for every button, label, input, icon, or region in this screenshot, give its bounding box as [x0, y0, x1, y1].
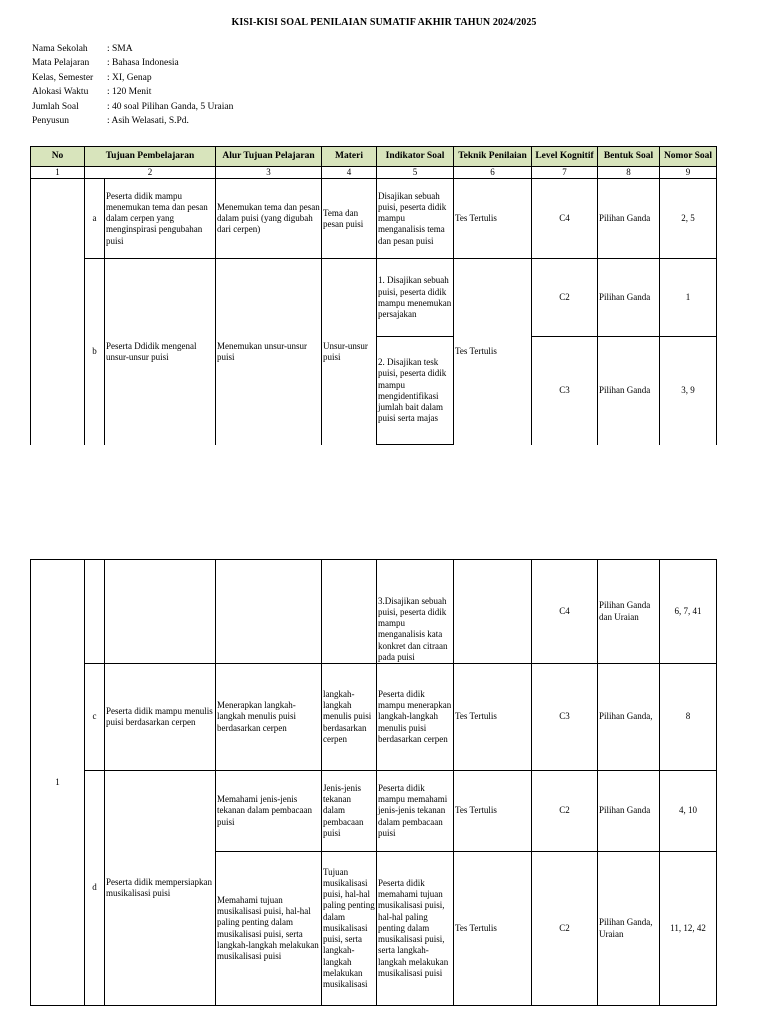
header-bentuk: Bentuk Soal [598, 147, 660, 167]
alur-cell: Memahami tujuan musikalisasi puisi, hal-hal paling penting dalam musikalisasi puisi, serta langkah-langkah melakukan musikalisasi puisi [216, 852, 322, 1006]
bentuk-cell: Pilihan Ganda [598, 337, 660, 445]
materi-cell: Tema dan pesan puisi [322, 179, 377, 259]
meta-row-count: Jumlah Soal : 40 soal Pilihan Ganda, 5 Uraian [32, 101, 234, 112]
header-teknik: Teknik Penilaian [454, 147, 532, 167]
teknik-cell: Tes Tertulis [454, 259, 532, 445]
indikator-cell: Peserta didik memahami tujuan musikalisasi puisi, hal-hal paling penting dalam musikalisasi puisi, serta langkah-langkah melakukan musikalisasi puisi [377, 852, 454, 1006]
row-letter: c [85, 664, 105, 771]
level-cell: C2 [532, 771, 598, 852]
alur-cell: Menemukan tema dan pesan dalam puisi (yang digubah dari cerpen) [216, 179, 322, 259]
level-cell: C4 [532, 179, 598, 259]
nomor-cell: 3, 9 [660, 337, 717, 445]
bentuk-cell: Pilihan Ganda [598, 771, 660, 852]
indikator-cell: Peserta didik mampu menerapkan langkah-langkah menulis puisi berdasarkan cerpen [377, 664, 454, 771]
header-nomor: Nomor Soal [660, 147, 717, 167]
materi-cell: Jenis-jenis tekanan dalam pembacaan puisi [322, 771, 377, 852]
alur-cell: Memahami jenis-jenis tekanan dalam pembacaan puisi [216, 771, 322, 852]
materi-cell: langkah-langkah menulis puisi berdasarkan cerpen [322, 664, 377, 771]
nomor-cell: 6, 7, 41 [660, 560, 717, 664]
table-row [31, 771, 717, 852]
tujuan-cell: Peserta didik mampu menulis puisi berdasarkan cerpen [105, 664, 216, 771]
col-number: 5 [377, 167, 454, 179]
bentuk-cell: Pilihan Ganda, [598, 664, 660, 771]
bentuk-cell: Pilihan Ganda, Uraian [598, 852, 660, 1006]
row-letter: b [85, 259, 105, 445]
level-cell: C3 [532, 664, 598, 771]
col-number: 7 [532, 167, 598, 179]
indikator-cell: 1. Disajikan sebuah puisi, peserta didik mampu menemukan persajakan [377, 259, 454, 337]
tujuan-cell: Peserta Ddidik mengenal unsur-unsur puisi [105, 259, 216, 445]
level-cell: C2 [532, 259, 598, 337]
col-number: 8 [598, 167, 660, 179]
col-number: 2 [85, 167, 216, 179]
document-meta [32, 42, 233, 128]
nomor-cell: 1 [660, 259, 717, 337]
header-row [31, 147, 717, 167]
tujuan-cell: Peserta didik mempersiapkan musikalisasi puisi [105, 771, 216, 1006]
indikator-cell: 2. Disajikan tesk puisi, peserta didik mampu mengidentifikasi jumlah bait dalam puisi serta majas [377, 337, 454, 445]
document-title: KISI-KISI SOAL PENILAIAN SUMATIF AKHIR TAHUN 2024/2025 [231, 17, 537, 28]
alur-cell: Menemukan unsur-unsur puisi [216, 259, 322, 445]
col-number: 6 [454, 167, 532, 179]
header-alur: Alur Tujuan Pelajaran [216, 147, 322, 167]
col-number: 9 [660, 167, 717, 179]
table-row [31, 259, 717, 337]
indikator-cell: Peserta didik mampu memahami jenis-jenis tekanan dalam pembacaan puisi [377, 771, 454, 852]
nomor-cell: 11, 12, 42 [660, 852, 717, 1006]
kisi-table-part1 [30, 146, 717, 445]
column-number-row [31, 167, 717, 179]
indikator-cell: 3.Disajikan sebuah puisi, peserta didik mampu menganalisis kata konkret dan citraan pada puisi [377, 560, 454, 664]
header-no: No [31, 147, 85, 167]
row-letter-empty [85, 560, 105, 664]
header-indikator: Indikator Soal [377, 147, 454, 167]
meta-row-author: Penyusun : Asih Welasati, S.Pd. [32, 116, 189, 127]
tujuan-cell: Peserta didik mampu menemukan tema dan pesan dalam cerpen yang menginspirasi pengubahan puisi [105, 179, 216, 259]
kisi-table-part2 [30, 559, 717, 1006]
teknik-cell-empty [454, 560, 532, 664]
meta-row-time: Alokasi Waktu : 120 Menit [32, 87, 152, 98]
meta-row-school: Nama Sekolah : SMA [32, 44, 133, 54]
bentuk-cell: Pilihan Ganda [598, 259, 660, 337]
header-level: Level Kognitif [532, 147, 598, 167]
meta-row-subject: Mata Pelajaran : Bahasa Indonesia [32, 58, 179, 69]
tujuan-cell-empty [105, 560, 216, 664]
meta-row-class: Kelas, Semester : XI, Genap [32, 72, 152, 83]
alur-cell-empty [216, 560, 322, 664]
table-row [31, 560, 717, 664]
row-letter: d [85, 771, 105, 1006]
nomor-cell: 2, 5 [660, 179, 717, 259]
level-cell: C3 [532, 337, 598, 445]
materi-cell: Unsur-unsur puisi [322, 259, 377, 445]
teknik-cell: Tes Tertulis [454, 664, 532, 771]
level-cell: C4 [532, 560, 598, 664]
alur-cell: Menerapkan langkah-langkah menulis puisi berdasarkan cerpen [216, 664, 322, 771]
bentuk-cell: Pilihan Ganda dan Uraian [598, 560, 660, 664]
header-tujuan: Tujuan Pembelajaran [85, 147, 216, 167]
materi-cell: Tujuan musikalisasi puisi, hal-hal paling penting dalam musikalisasi puisi, serta langkah-langkah melakukan musikalisasi [322, 852, 377, 1006]
nomor-cell: 8 [660, 664, 717, 771]
indikator-cell: Disajikan sebuah puisi, peserta didik mampu menganalisis tema dan pesan puisi [377, 179, 454, 259]
materi-cell-empty [322, 560, 377, 664]
no-cell: 1 [31, 560, 85, 1006]
header-materi: Materi [322, 147, 377, 167]
no-cell-empty [31, 179, 85, 445]
teknik-cell: Tes Tertulis [454, 179, 532, 259]
col-number: 3 [216, 167, 322, 179]
col-number: 1 [31, 167, 85, 179]
teknik-cell: Tes Tertulis [454, 852, 532, 1006]
nomor-cell: 4, 10 [660, 771, 717, 852]
col-number: 4 [322, 167, 377, 179]
table-row [31, 664, 717, 771]
teknik-cell: Tes Tertulis [454, 771, 532, 852]
level-cell: C2 [532, 852, 598, 1006]
row-letter: a [85, 179, 105, 259]
bentuk-cell: Pilihan Ganda [598, 179, 660, 259]
table-row [31, 179, 717, 259]
